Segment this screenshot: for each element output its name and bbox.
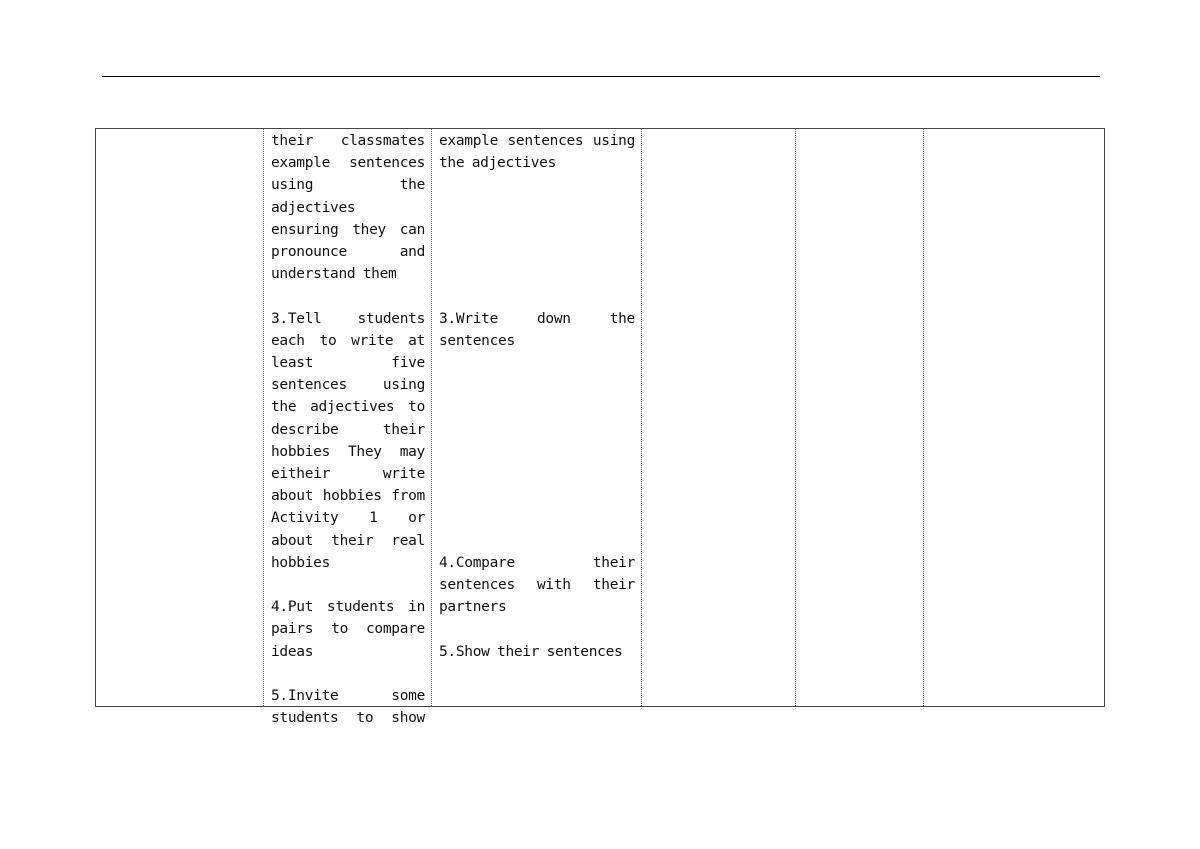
student-activity-step: 4.Compare their sentences with their partners	[439, 554, 635, 616]
column-divider	[641, 129, 642, 706]
teacher-activity-step: 5.Invite some students to show	[271, 688, 425, 727]
lesson-plan-table	[95, 128, 1105, 727]
teacher-activity-step: their classmates example sentences using the adjectives ensuring they can pronounce and understand them	[271, 133, 425, 283]
teacher-activity-step: 3.Tell students each to write at least five sentences using the adjectives to describe their hobbies They may eitheir write about hobbies from Activity 1 or about their real hobbies	[271, 310, 425, 571]
column-divider	[795, 129, 796, 706]
column-divider	[431, 129, 432, 706]
column-divider	[923, 129, 924, 706]
header-rule	[102, 76, 1100, 77]
student-activity-step: 5.Show their sentences	[439, 643, 623, 660]
student-activity-step: 3.Write down the sentences	[439, 310, 635, 349]
student-activity-cell	[439, 130, 635, 663]
teacher-activity-step: 4.Put students in pairs to compare ideas	[271, 599, 425, 660]
column-divider	[263, 129, 264, 706]
student-activity-step: example sentences using the adjectives	[439, 133, 635, 172]
teacher-activity-cell	[271, 130, 425, 729]
